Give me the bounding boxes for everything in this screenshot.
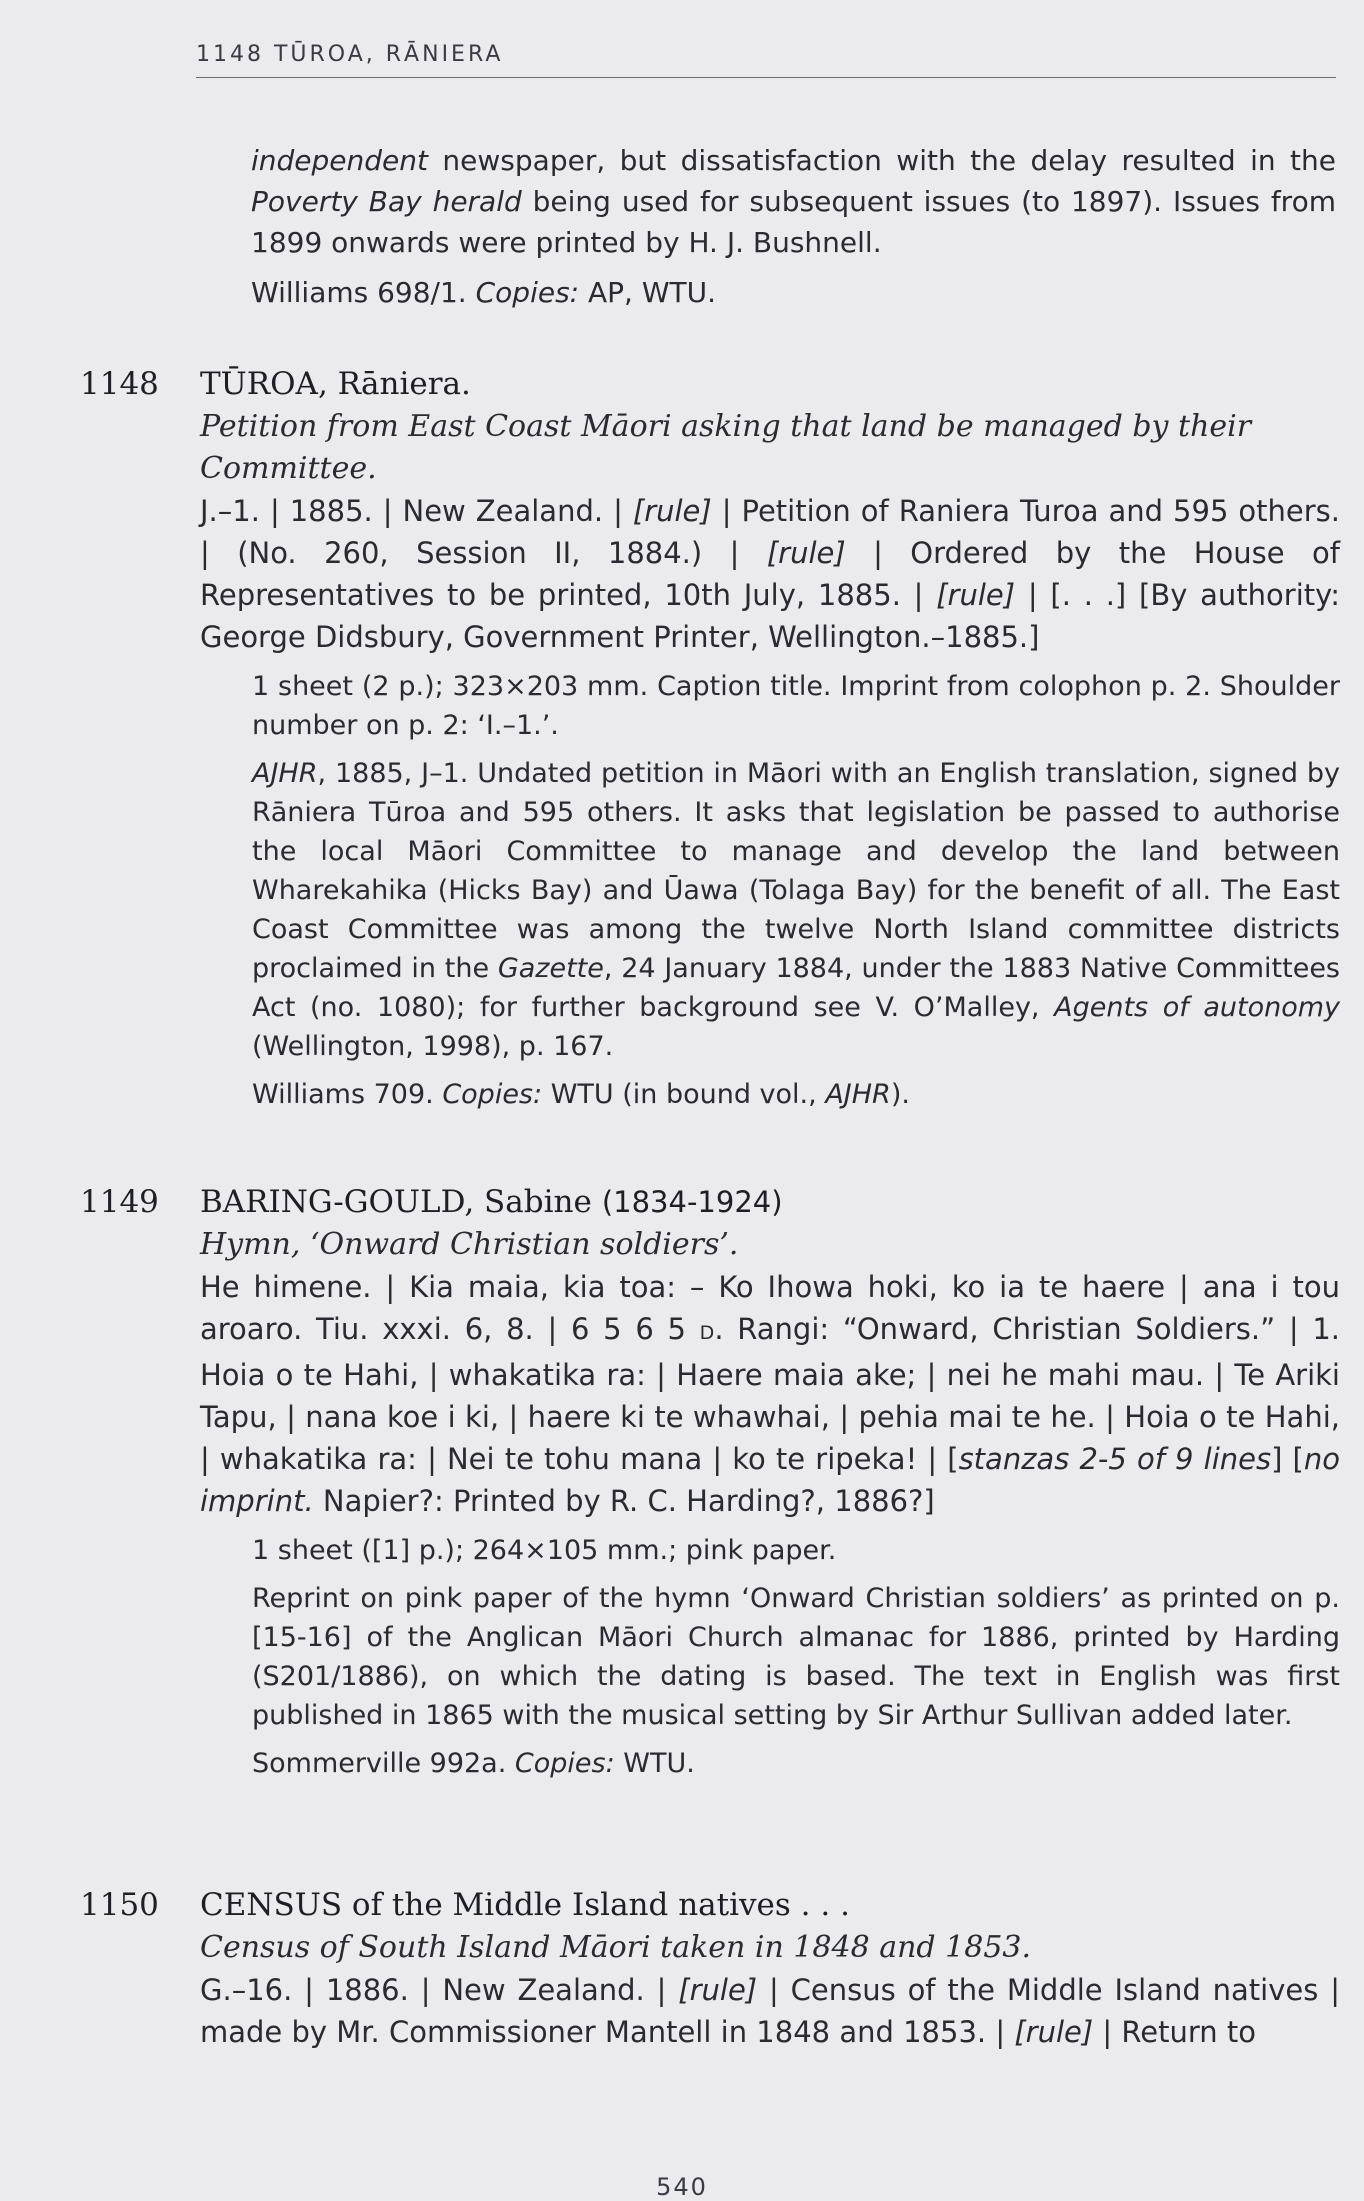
heading-dates: (1834-1924) <box>601 1185 783 1219</box>
continuation-paragraph <box>251 140 1336 263</box>
text-span: | [. . .] [By authority: George Didsbury, Government Printer, Wellington.–1885.] <box>200 578 1340 654</box>
collation: 1 sheet (2 p.); 323×203 mm. Caption title. Imprint from colophon p. 2. Shoulder number on p. 2: ‘I.–1.’. <box>252 671 1340 741</box>
entry-number: 1149 <box>80 1184 159 1220</box>
text-span: Williams 709. <box>252 1079 443 1110</box>
text-span: | Petition of Raniera Turoa and 595 others. | (No. 260, Session II, 1884.) | <box>200 494 1340 570</box>
entry-heading <box>200 1180 1340 1224</box>
text-span: J.–1. | 1885. | New Zealand. | <box>200 494 633 528</box>
text-italic: no imprint. <box>200 1442 1340 1518</box>
text-span: Williams 698/1. <box>251 276 476 309</box>
entry-notes <box>252 667 1340 1114</box>
entry-number: 1148 <box>80 366 159 402</box>
title-transcription <box>200 490 1340 658</box>
heading-name: BARING-GOULD, Sabine <box>200 1184 592 1220</box>
text-span: (Wellington, 1998), p. 167. <box>252 1031 614 1062</box>
text-span: , 1885, J–1. Undated petition in Māori with an English translation, signed by Rāniera Tūroa and 595 others. It asks that legislation be passed to authorise the local Māori Committee to manage and develop the land between Wharekahika (Hicks Bay) and Ūawa (Tolaga Bay) for the benefit of all. The East Coast Committee was among the twelve North Island committee districts proclaimed in the <box>252 758 1340 984</box>
entry-body <box>200 1883 1340 2062</box>
note-paragraph <box>252 754 1340 1066</box>
page-number: 540 <box>656 2173 708 2201</box>
text-italic: Copies: <box>442 1079 543 1110</box>
text-span: ). <box>890 1079 910 1110</box>
text-italic: AJHR <box>252 758 318 789</box>
text-smallcaps: D <box>699 1322 715 1344</box>
collation: 1 sheet ([1] p.); 264×105 mm.; pink paper. <box>252 1535 837 1566</box>
text-span: Napier?: Printed by R. C. Harding?, 1886?] <box>313 1484 935 1518</box>
text-span: G.–16. | 1886. | New Zealand. | <box>200 1973 679 2007</box>
entry-heading: TŪROA, Rāniera. <box>200 366 471 402</box>
text-italic: [rule] <box>1014 2015 1094 2049</box>
reference-line <box>252 1075 1340 1114</box>
entry-1147-continuation <box>251 140 1336 322</box>
text-span: . Rangi: “Onward, Christian Soldiers.” | 1. Hoia o te Hahi, | whakatika ra: | Haere maia ake; | nei he mahi mau. | Te Ariki Tapu, | nana koe i ki, | haere ki te whawhai, | pehia mai te he. | Hoia o te Hahi, | whakatika ra: | Nei te tohu mana | ko te ripeka! | [ <box>200 1312 1341 1476</box>
title-transcription <box>200 1969 1340 2053</box>
entry-heading: CENSUS of the Middle Island natives . . . <box>200 1887 850 1923</box>
note-paragraph: Reprint on pink paper of the hymn ‘Onward Christian soldiers’ as printed on p. [15-16] of the Anglican Māori Church almanac for 1886, printed by Harding (S201/1886), on which the dating is based. The text in English was first published in 1865 with the musical setting by Sir Arthur Sullivan added later. <box>252 1583 1340 1731</box>
entry-subtitle: Petition from East Coast Māori asking that land be managed by their Committee. <box>200 409 1252 486</box>
text-italic: stanzas 2-5 of 9 lines <box>958 1442 1272 1476</box>
entry-subtitle: Hymn, ‘Onward Christian soldiers’. <box>200 1227 739 1262</box>
reference-line <box>252 1744 1340 1783</box>
entry-body <box>200 362 1340 1123</box>
entry-body <box>200 1180 1340 1792</box>
text-span: ] [ <box>1271 1442 1304 1476</box>
text-italic: Poverty Bay herald <box>251 185 522 218</box>
text-span: newspaper, but dissatisfaction with the delay resulted in the <box>428 144 1336 177</box>
text-span: WTU (in bound vol., <box>542 1079 826 1110</box>
entry-subtitle: Census of South Island Māori taken in 1848 and 1853. <box>200 1930 1032 1965</box>
text-span: Sommerville 992a. <box>252 1748 515 1779</box>
text-italic: Copies: <box>514 1748 615 1779</box>
text-italic: AJHR <box>825 1079 891 1110</box>
text-span: being used for subsequent issues (to 1897). Issues from 1899 onwards were printed by H. J. Bushnell. <box>251 185 1336 259</box>
text-span: | Return to <box>1093 2015 1256 2049</box>
text-italic: Gazette <box>497 953 604 984</box>
text-italic: Agents of autonomy <box>1054 992 1340 1023</box>
reference-line <box>251 272 1336 313</box>
text-span: AP, WTU. <box>579 276 717 309</box>
text-span: | Census of the Middle Island natives | made by Mr. Commissioner Mantell in 1848 and 1853. | <box>200 1973 1340 2049</box>
text-span: | Ordered by the House of Representatives to be printed, 10th July, 1885. | <box>200 536 1340 612</box>
text-italic: [rule] <box>678 1973 758 2007</box>
text-italic: [rule] <box>632 494 712 528</box>
text-italic: [rule] <box>766 536 846 570</box>
text-italic: Copies: <box>475 276 580 309</box>
text-span: WTU. <box>614 1748 695 1779</box>
text-italic: independent <box>251 144 428 177</box>
running-head: 1148 TŪROA, RĀNIERA <box>196 42 1336 78</box>
entry-notes <box>252 1531 1340 1783</box>
text-italic: [rule] <box>936 578 1016 612</box>
text-span: He himene. | Kia maia, kia toa: – Ko Ihowa hoki, ko ia te haere | ana i tou aroaro. Tiu. xxxi. 6, 8. | 6 5 6 5 <box>200 1270 1340 1346</box>
entry-number: 1150 <box>80 1887 159 1923</box>
title-transcription <box>200 1266 1340 1522</box>
text-span: , 24 January 1884, under the 1883 Native Committees Act (no. 1080); for further background see V. O’Malley, <box>252 953 1341 1023</box>
